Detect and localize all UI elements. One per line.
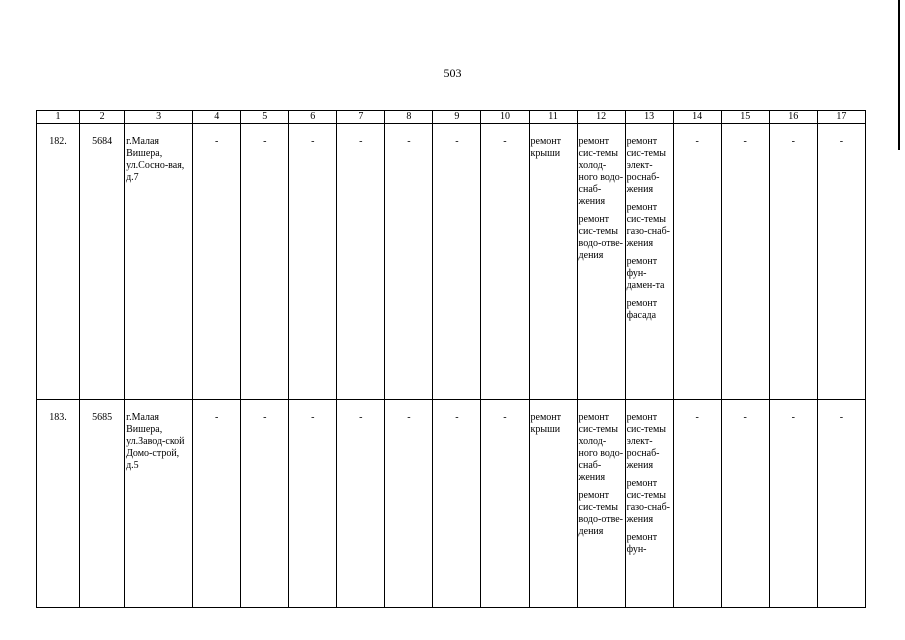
- work-item: ремонт фун-дамен-та: [626, 256, 665, 291]
- header-row: [37, 111, 866, 124]
- house-code: 5685: [80, 400, 125, 608]
- empty-cell: -: [193, 124, 241, 400]
- col-header: 6: [289, 111, 337, 124]
- col-header: 1: [37, 111, 80, 124]
- empty-cell: -: [481, 400, 529, 608]
- empty-cell: -: [289, 124, 337, 400]
- work-item: ремонт сис-темы элект-роснаб-жения: [626, 412, 667, 471]
- work-item: ремонт сис-темы газо-снаб-жения: [626, 202, 671, 249]
- col-header: 10: [481, 111, 529, 124]
- work-item: ремонт фасада: [626, 298, 658, 321]
- work-item: ремонт крыши: [530, 412, 561, 435]
- empty-cell: -: [769, 400, 817, 608]
- address-cell: г.Малая Вишера, ул.Завод-ской Домо-строй, д.5: [125, 400, 193, 608]
- row-number: 183.: [37, 400, 80, 608]
- repair-register-table: [36, 110, 866, 608]
- work-item: ремонт фун-: [626, 532, 658, 555]
- work-cell-13: [625, 124, 673, 400]
- work-item: ремонт сис-темы водо-отве-дения: [578, 214, 623, 261]
- work-cell-13: [625, 400, 673, 608]
- col-header: 12: [577, 111, 625, 124]
- table-row: [37, 124, 866, 400]
- empty-cell: -: [481, 124, 529, 400]
- col-header: 13: [625, 111, 673, 124]
- col-header: 16: [769, 111, 817, 124]
- page-number: 503: [443, 66, 462, 80]
- empty-cell: -: [433, 124, 481, 400]
- work-cell-12: [577, 400, 625, 608]
- empty-cell: -: [817, 400, 865, 608]
- empty-cell: -: [337, 124, 385, 400]
- empty-cell: -: [769, 124, 817, 400]
- work-cell-12: [577, 124, 625, 400]
- work-cell-11: [529, 400, 577, 608]
- empty-cell: -: [433, 400, 481, 608]
- work-item: ремонт сис-темы газо-снаб-жения: [626, 478, 671, 525]
- row-number: 182.: [37, 124, 80, 400]
- col-header: 17: [817, 111, 865, 124]
- page-edge-bar: [898, 0, 900, 150]
- empty-cell: -: [289, 400, 337, 608]
- work-cell-11: [529, 124, 577, 400]
- empty-cell: -: [817, 124, 865, 400]
- col-header: 7: [337, 111, 385, 124]
- col-header: 11: [529, 111, 577, 124]
- table-row: [37, 400, 866, 608]
- col-header: 2: [80, 111, 125, 124]
- work-item: ремонт сис-темы холод-ного водо-снаб-жения: [578, 412, 624, 483]
- work-item: ремонт сис-темы холод-ного водо-снаб-жения: [578, 136, 624, 207]
- empty-cell: -: [721, 124, 769, 400]
- work-item: ремонт сис-темы элект-роснаб-жения: [626, 136, 667, 195]
- empty-cell: -: [721, 400, 769, 608]
- empty-cell: -: [673, 124, 721, 400]
- empty-cell: -: [193, 400, 241, 608]
- col-header: 4: [193, 111, 241, 124]
- empty-cell: -: [673, 400, 721, 608]
- col-header: 14: [673, 111, 721, 124]
- col-header: 9: [433, 111, 481, 124]
- work-item: ремонт крыши: [530, 136, 561, 159]
- empty-cell: -: [337, 400, 385, 608]
- col-header: 5: [241, 111, 289, 124]
- empty-cell: -: [241, 400, 289, 608]
- col-header: 8: [385, 111, 433, 124]
- empty-cell: -: [385, 124, 433, 400]
- house-code: 5684: [80, 124, 125, 400]
- work-item: ремонт сис-темы водо-отве-дения: [578, 490, 623, 537]
- empty-cell: -: [385, 400, 433, 608]
- col-header: 15: [721, 111, 769, 124]
- address-cell: г.Малая Вишера, ул.Сосно-вая, д.7: [125, 124, 193, 400]
- empty-cell: -: [241, 124, 289, 400]
- col-header: 3: [125, 111, 193, 124]
